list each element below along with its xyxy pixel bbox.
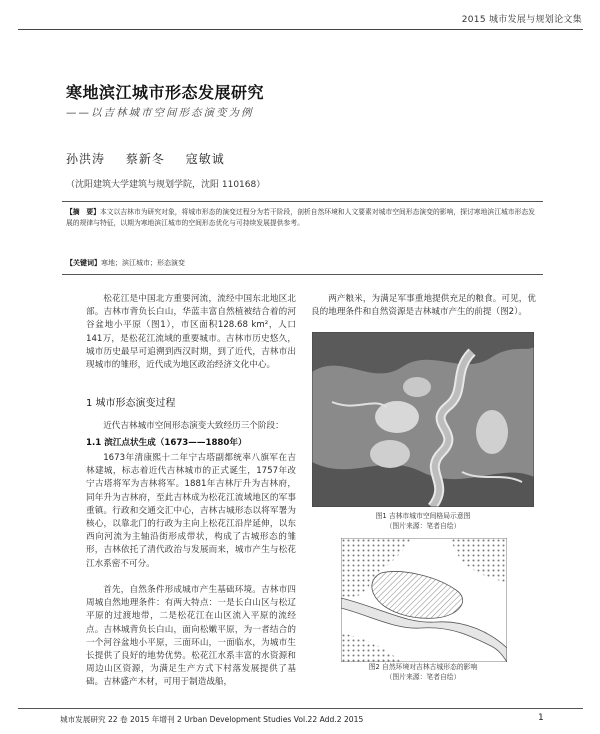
- body-paragraph: 松花江是中国北方重要河流，流经中国东北地区北部。吉林市背负长白山，华蓝丰富自然植被结合着的河谷盆地小平原（图1），市区面积128.68 km²，人口141万，是松花江流域的重要城市。吉林市历史悠久，城市历史最早可追溯到西汉时期，到了近代，吉林市出现城市的雏形，近代成为地区政治经济文化中心。: [86, 294, 296, 371]
- footer-rule: [18, 708, 583, 709]
- figure-2-caption: [312, 662, 534, 682]
- affiliation: （沈阳建筑大学建筑与规划学院，沈阳 110168）: [66, 180, 266, 190]
- figure-caption-source: （图片来源：笔者自绘）: [385, 673, 461, 681]
- author-list: [66, 150, 241, 167]
- keywords: [66, 258, 185, 268]
- paper-subtitle: ——以吉林城市空间形态演变为例: [66, 107, 254, 119]
- journal-footer: 城市发展研究 22 卷 2015 年增刊 2 Urban Development Studies Vol.22 Add.2 2015: [60, 715, 364, 724]
- page-number: 1: [538, 713, 544, 723]
- author-name: 寇敏诚: [185, 152, 225, 166]
- figure-1-caption: [312, 511, 534, 531]
- abstract-box: [62, 201, 543, 275]
- author-name: 孙洪涛: [66, 152, 106, 166]
- figure-caption-title: 图2 自然环境对吉林古城形态的影响: [368, 663, 478, 671]
- paper-title: 寒地滨江城市形态发展研究: [66, 83, 265, 102]
- running-head: 2015 城市发展与规划论文集: [461, 15, 582, 25]
- figure-2-map: [341, 538, 507, 662]
- header-rule: [18, 29, 583, 30]
- figure-caption-title: 图1 吉林市城市空间格局示意图: [375, 512, 471, 520]
- abstract: [66, 207, 539, 229]
- subsection-heading: 1.1 滨江点状生成（1673——1880年）: [86, 438, 247, 448]
- abstract-tag: 【摘 要】: [66, 208, 100, 216]
- body-paragraph: 近代吉林城市空间形态演变大致经历三个阶段：: [103, 421, 284, 431]
- body-paragraph: 首先，自然条件形成城市产生基础环境。吉林市四周城自然地理条件：有两大特点：一是长白山区与松辽平原的过渡地带，二是松花江在山区流入平原的流经点。吉林城背负长白山，面向松嫩平原，为一者结合的一个河谷盆地小平原，三面环山，一面临水，为城市生长提供了良好的地势优势。松花江水系丰富的水资源和周边山区资源，为满足生产方式下村落发展提供了基础。吉林盛产木材，可用于制造战船，: [86, 585, 296, 688]
- figure-caption-source: （图片来源：笔者自绘）: [385, 522, 461, 530]
- body-paragraph: 1673年清康熙十二年宁古塔副都统率八旗军在吉林建城，标志着近代吉林城市的正式诞生，1757年改宁古塔将军为吉林将军。1881年吉林厅升为吉林府，同年升为吉林府，至此吉林成为松花江流域地区的军事重镇。行政和交通交汇中心，吉林古城形态以将军署为核心，以靠北门的行政为主向上松花江沿岸延伸，以东西向河流为主轴沿街形成带状，构成了古城形态的雏形，吉林依托了清代政治与发展而来，城市产生与松花江水系密不可分。: [86, 453, 296, 569]
- figure-1-map: [312, 332, 534, 507]
- body-paragraph: 两产粮米，为满足军事重地提供充足的粮食。可见，优良的地理条件和自然资源是吉林城市产生的前提（图2）。: [311, 294, 536, 318]
- section-heading: 1 城市形态演变过程: [86, 398, 176, 409]
- keywords-tag: 【关键词】: [66, 259, 101, 267]
- abstract-text: 本文以吉林市为研究对象，将城市形态的演变过程分为若干阶段，剖析自然环境和人文要素对城市空间形态演变的影响，探讨寒地滨江城市形态发展的规律与特征，以期为寒地滨江城市的空间形态优化与可持续发展提供参考。: [66, 208, 535, 227]
- author-name: 蔡新冬: [125, 152, 165, 166]
- keywords-text: 寒地；滨江城市；形态演变: [101, 259, 185, 267]
